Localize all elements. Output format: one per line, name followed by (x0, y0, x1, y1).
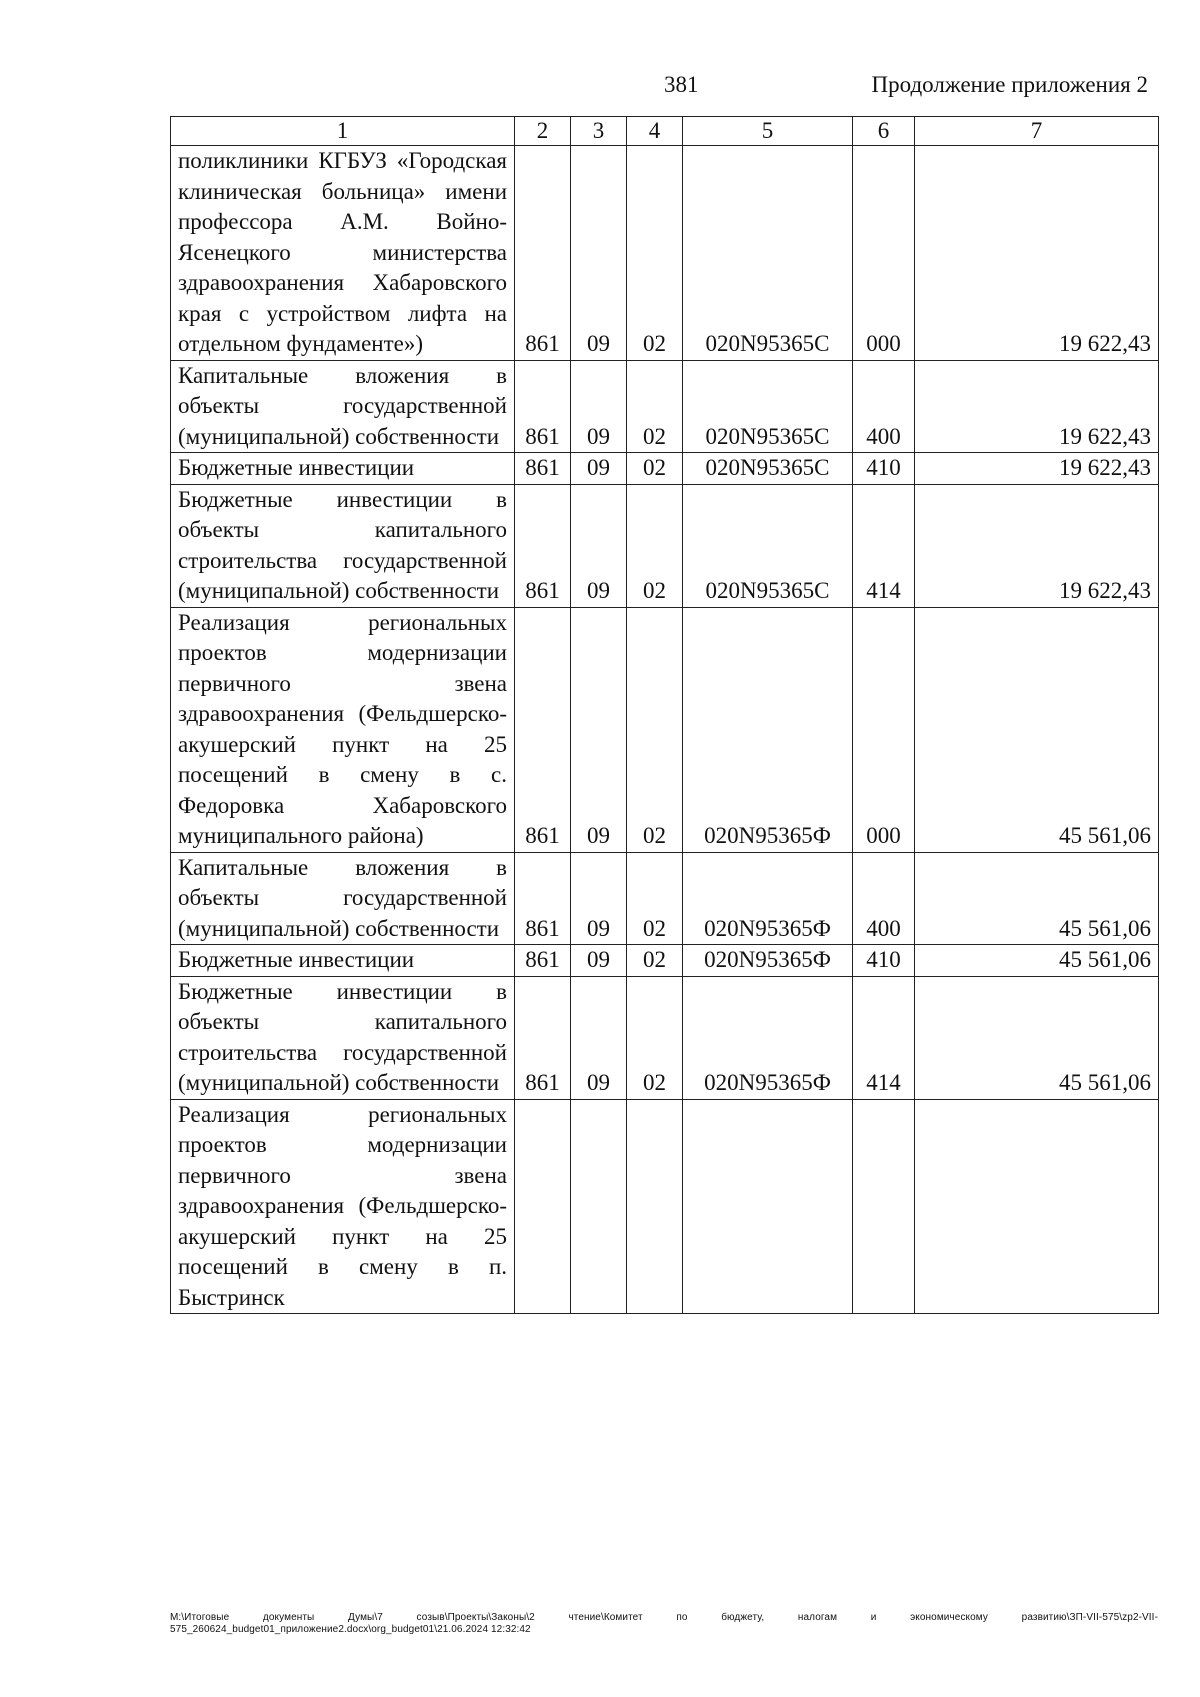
admin-code: 861 (515, 852, 571, 945)
amount: 19 622,43 (915, 484, 1159, 607)
section-code (571, 1099, 627, 1314)
expense-type-code (853, 1099, 915, 1314)
target-article-code: 020N95365C (683, 484, 853, 607)
table-row (171, 945, 1159, 977)
section-code: 09 (571, 360, 627, 453)
section-code: 09 (571, 484, 627, 607)
row-name: Бюджетные инвестиции (171, 453, 515, 485)
page-number: 381 (664, 72, 699, 97)
expense-type-code: 400 (853, 852, 915, 945)
subsection-code: 02 (627, 146, 683, 361)
target-article-code: 020N95365Ф (683, 945, 853, 977)
column-header-3: 3 (571, 117, 627, 146)
subsection-code: 02 (627, 484, 683, 607)
target-article-code: 020N95365C (683, 453, 853, 485)
expense-type-code: 000 (853, 607, 915, 852)
admin-code: 861 (515, 453, 571, 485)
table-body (171, 146, 1159, 1314)
admin-code (515, 1099, 571, 1314)
table-row (171, 852, 1159, 945)
page-header (0, 72, 1200, 104)
admin-code: 861 (515, 360, 571, 453)
table-row (171, 146, 1159, 361)
expense-type-code: 410 (853, 945, 915, 977)
expense-type-code: 400 (853, 360, 915, 453)
column-header-6: 6 (853, 117, 915, 146)
amount: 45 561,06 (915, 852, 1159, 945)
column-header-7: 7 (915, 117, 1159, 146)
section-code: 09 (571, 453, 627, 485)
table-row (171, 453, 1159, 485)
column-header-2: 2 (515, 117, 571, 146)
expense-type-code: 000 (853, 146, 915, 361)
section-code: 09 (571, 146, 627, 361)
target-article-code: 020N95365C (683, 360, 853, 453)
table-row (171, 607, 1159, 852)
row-name: Реализация региональных проектов модернизации первичного звена здравоохранения (Фельдшерско-акушерский пункт на 25 посещений в смену в с. Федоровка Хабаровского муниципального района) (171, 607, 515, 852)
row-name: Бюджетные инвестиции в объекты капитального строительства государственной (муниципальной) собственности (171, 976, 515, 1099)
subsection-code: 02 (627, 852, 683, 945)
amount: 45 561,06 (915, 945, 1159, 977)
expense-type-code: 414 (853, 484, 915, 607)
target-article-code: 020N95365C (683, 146, 853, 361)
table-row (171, 976, 1159, 1099)
target-article-code: 020N95365Ф (683, 976, 853, 1099)
column-header-1: 1 (171, 117, 515, 146)
section-code: 09 (571, 852, 627, 945)
row-name: Бюджетные инвестиции (171, 945, 515, 977)
amount: 45 561,06 (915, 607, 1159, 852)
file-path-footer: M:\Итоговые документы Думы\7 созыв\Проекты\Законы\2 чтение\Комитет по бюджету, налогам и экономическому развитию\ЗП-VII-575\zp2-VII-575_260624_budget01_приложение2.docx\org_budget01\21.06.2024 12:32:42 (170, 1612, 1158, 1635)
section-code: 09 (571, 976, 627, 1099)
expense-type-code: 414 (853, 976, 915, 1099)
amount: 19 622,43 (915, 360, 1159, 453)
admin-code: 861 (515, 945, 571, 977)
amount: 45 561,06 (915, 976, 1159, 1099)
amount (915, 1099, 1159, 1314)
column-header-4: 4 (627, 117, 683, 146)
row-name: Капитальные вложения в объекты государственной (муниципальной) собственности (171, 360, 515, 453)
admin-code: 861 (515, 607, 571, 852)
subsection-code: 02 (627, 976, 683, 1099)
table-row (171, 484, 1159, 607)
row-name: Бюджетные инвестиции в объекты капитального строительства государственной (муниципальной) собственности (171, 484, 515, 607)
section-code: 09 (571, 607, 627, 852)
admin-code: 861 (515, 976, 571, 1099)
column-number-header-row (171, 117, 1159, 146)
continuation-title: Продолжение приложения 2 (871, 72, 1148, 97)
subsection-code: 02 (627, 360, 683, 453)
subsection-code: 02 (627, 607, 683, 852)
expense-type-code: 410 (853, 453, 915, 485)
table-row (171, 1099, 1159, 1314)
section-code: 09 (571, 945, 627, 977)
table-row (171, 360, 1159, 453)
admin-code: 861 (515, 146, 571, 361)
row-name: Реализация региональных проектов модернизации первичного звена здравоохранения (Фельдшерско-акушерский пункт на 25 посещений в смену в п. Быстринск (171, 1099, 515, 1314)
admin-code: 861 (515, 484, 571, 607)
row-name: Капитальные вложения в объекты государственной (муниципальной) собственности (171, 852, 515, 945)
subsection-code (627, 1099, 683, 1314)
budget-table (170, 116, 1159, 1314)
row-name: поликлиники КГБУЗ «Городская клиническая больница» имени профессора А.М. Войно-Ясенецкого министерства здравоохранения Хабаровского края с устройством лифта на отдельном фундаменте») (171, 146, 515, 361)
amount: 19 622,43 (915, 453, 1159, 485)
subsection-code: 02 (627, 945, 683, 977)
target-article-code: 020N95365Ф (683, 852, 853, 945)
amount: 19 622,43 (915, 146, 1159, 361)
target-article-code (683, 1099, 853, 1314)
target-article-code: 020N95365Ф (683, 607, 853, 852)
subsection-code: 02 (627, 453, 683, 485)
column-header-5: 5 (683, 117, 853, 146)
